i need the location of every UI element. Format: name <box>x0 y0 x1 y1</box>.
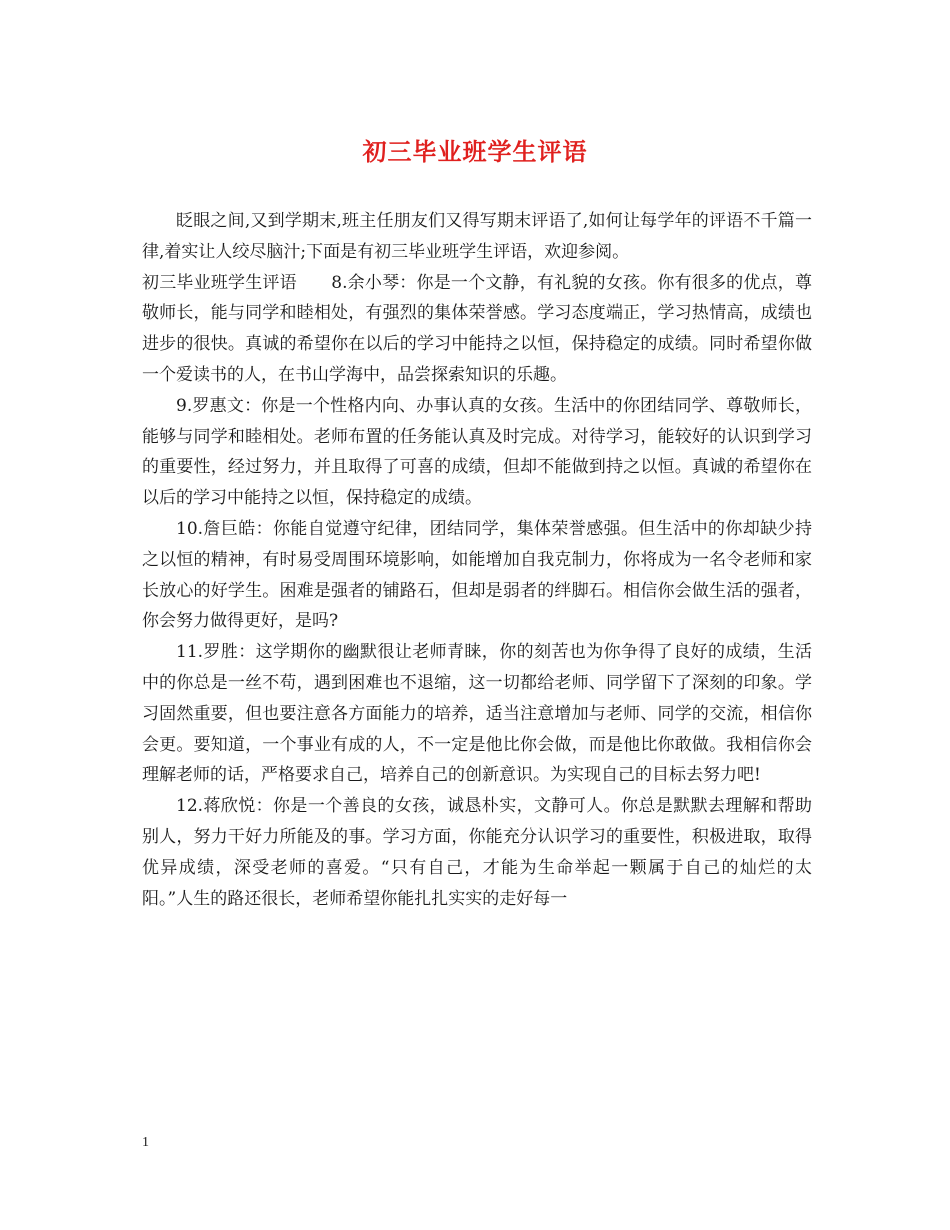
paragraph-intro: 眨眼之间,又到学期末,班主任朋友们又得写期末评语了,如何让每学年的评语不千篇一律,着实让人绞尽脑汁;下面是有初三毕业班学生评语，欢迎参阅。 <box>142 211 812 262</box>
paragraph-comment-10: 10.詹巨皓：你能自觉遵守纪律，团结同学，集体荣誉感强。但生活中的你却缺少持之以恒的精神，有时易受周围环境影响，如能增加自我克制力，你将成为一名令老师和家长放心的好学生。困难是强者的铺路石，但却是弱者的绊脚石。相信你会做生活的强者，你会努力做得更好，是吗? <box>142 518 812 632</box>
paragraph-comment-12: 12.蒋欣悦：你是一个善良的女孩，诚恳朴实，文静可人。你总是默默去理解和帮助别人，努力干好力所能及的事。学习方面，你能充分认识学习的重要性，积极进取，取得优异成绩，深受老师的喜爱。“只有自己，才能为生命举起一颗属于自己的灿烂的太阳。”人生的路还很长，老师希望你能扎扎实实的走好每一 <box>142 796 812 909</box>
paragraph-comment-9: 9.罗惠文：你是一个性格内向、办事认真的女孩。生活中的你团结同学、尊敬师长，能够与同学和睦相处。老师布置的任务能认真及时完成。对待学习，能较好的认识到学习的重要性，经过努力，并且取得了可喜的成绩，但却不能做到持之以恒。真诚的希望你在以后的学习中能持之以恒，保持稳定的成绩。 <box>142 395 812 509</box>
paragraph-comment-11: 11.罗胜：这学期你的幽默很让老师青睐，你的刻苦也为你争得了良好的成绩，生活中的你总是一丝不苟，遇到困难也不退缩，这一切都给老师、同学留下了深刻的印象。学习固然重要，但也要注意各方面能力的培养，适当注意增加与老师、同学的交流，相信你会更。要知道，一个事业有成的人，不一定是他比你会做，而是他比你敢做。我相信你会理解老师的话，严格要求自己，培养自己的创新意识。为实现自己的目标去努力吧! <box>142 642 812 786</box>
page-number: 1 <box>142 1135 149 1150</box>
document-body <box>142 206 812 914</box>
paragraph-comment-8: 初三毕业班学生评语 8.余小琴：你是一个文静，有礼貌的女孩。你有很多的优点，尊敬师长，能与同学和睦相处，有强烈的集体荣誉感。学习态度端正，学习热情高，成绩也进步的很快。真诚的希望你在以后的学习中能持之以恒，保持稳定的成绩。同时希望你做一个爱读书的人，在书山学海中，品尝探索知识的乐趣。 <box>142 272 812 385</box>
document-title: 初三毕业班学生评语 <box>362 137 588 166</box>
